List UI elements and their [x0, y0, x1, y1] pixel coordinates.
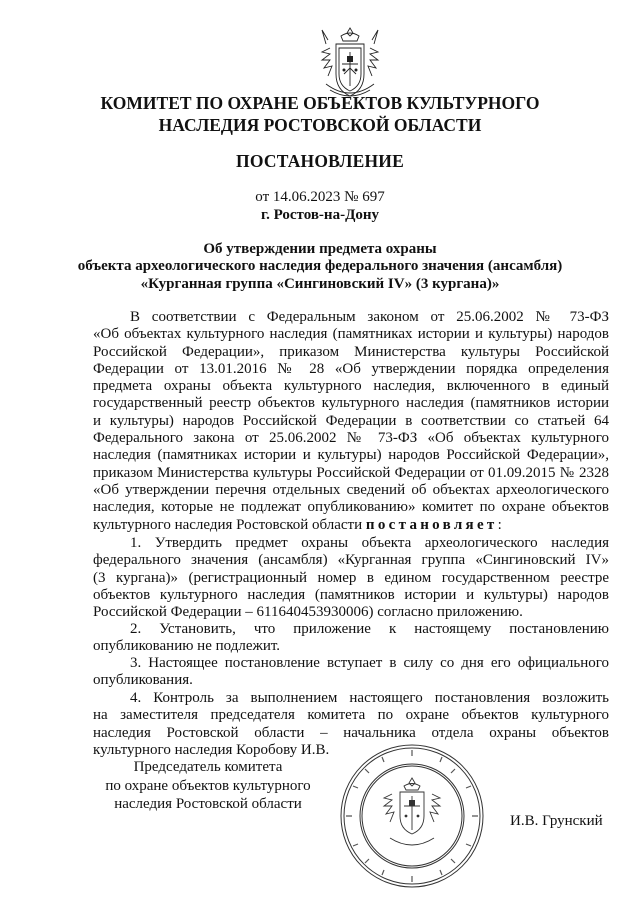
item-line: Российской Федерации – 611640453930006) согласно приложению. [93, 604, 523, 621]
preamble-last-line [93, 517, 609, 534]
document-subject [0, 241, 640, 293]
subject-line1: Об утверждении предмета охраны [203, 241, 437, 257]
signatory-name: И.В. Грунский [510, 813, 603, 829]
signatory-position [92, 758, 324, 814]
item-2 [93, 621, 609, 656]
decision-word: постановляет [365, 516, 498, 533]
item-line: на заместителя председателя комитета по охране объектов культурного [93, 707, 609, 724]
item-line: опубликования. [93, 672, 193, 689]
position-line1: Председатель комитета [133, 759, 283, 775]
preamble-line: В соответствии с Федеральным законом от 25.06.2002 № 73-ФЗ [130, 309, 609, 325]
preamble-line: «Об утверждении перечня отдельных сведений об объектах археологического [93, 481, 609, 498]
preamble-line: и культуры) народов Российской Федерации в соответствии со статьей 64 [93, 412, 609, 429]
position-line2: по охране объектов культурного [105, 777, 311, 794]
item-line: наследия Ростовской области – начальника отдела охраны объектов [93, 724, 609, 741]
item-line: 1. Утвердить предмет охраны объекта археологического наследия [130, 535, 609, 551]
item-line: объектов культурного наследия (памятников истории и культуры) народов [93, 586, 609, 603]
item-line: опубликованию не подлежит. [93, 638, 281, 655]
preamble-paragraph [93, 309, 609, 534]
preamble-line: государственный реестр объектов культурного наследия (памятников истории [93, 395, 609, 412]
official-seal [338, 742, 486, 890]
item-3 [93, 655, 609, 690]
item-line: 2. Установить, что приложение к настоящему постановлению [130, 621, 609, 637]
city: г. Ростов-на-Дону [260, 207, 380, 223]
committee-title [0, 92, 640, 136]
preamble-last-prefix: культурного наследия Ростовской области [93, 516, 366, 533]
committee-line2: НАСЛЕДИЯ РОСТОВСКОЙ ОБЛАСТИ [158, 115, 482, 135]
preamble-line: «Об объектах культурного наследия (памятниках истории и культуры) народов [93, 326, 609, 343]
preamble-last-suffix: : [497, 516, 502, 533]
subject-line3: «Курганная группа «Сингиновский IV» (3 кургана)» [140, 275, 500, 292]
preamble-line: наследия, которые не подлежат опубликованию» комитет по охране объектов [93, 499, 609, 516]
preamble-line: Российской Федерации», приказом Министерства культуры Российской [93, 343, 609, 360]
preamble-line: Федерации от 13.01.2016 № 28 «Об утверждении порядка определения [93, 360, 609, 377]
item-line: 4. Контроль за выполнением настоящего постановления возложить [130, 690, 609, 706]
position-line3: наследия Ростовской области [114, 796, 302, 812]
subject-line2: объекта археологического наследия федерального значения (ансамбля) [77, 258, 563, 275]
item-line: 3. Настоящее постановление вступает в силу со дня его официального [130, 655, 609, 671]
item-line: федерального значения (ансамбля) «Курганная группа «Сингиновский IV» [93, 552, 609, 569]
date-number: от 14.06.2023 № 697 [255, 189, 385, 205]
preamble-line: приказом Министерства культуры Российской Федерации от 01.09.2015 № 2328 [93, 464, 609, 481]
item-line: культурного наследия Коробову И.В. [93, 741, 330, 758]
preamble-line: Федерального закона от 25.06.2002 № 73-ФЗ «Об объектах культурного [93, 430, 609, 447]
item-line: (3 кургана)» (регистрационный номер в едином государственном реестре [93, 569, 609, 586]
item-1 [93, 535, 609, 621]
preamble-line: предмета охраны объекта культурного наследия, включенного в единый [93, 378, 609, 395]
committee-line1: КОМИТЕТ ПО ОХРАНЕ ОБЪЕКТОВ КУЛЬТУРНОГО [100, 93, 540, 113]
document-type: ПОСТАНОВЛЕНИЕ [236, 151, 404, 171]
preamble-line: наследия (памятниках истории и культуры) народов Российской Федерации», [93, 447, 609, 464]
